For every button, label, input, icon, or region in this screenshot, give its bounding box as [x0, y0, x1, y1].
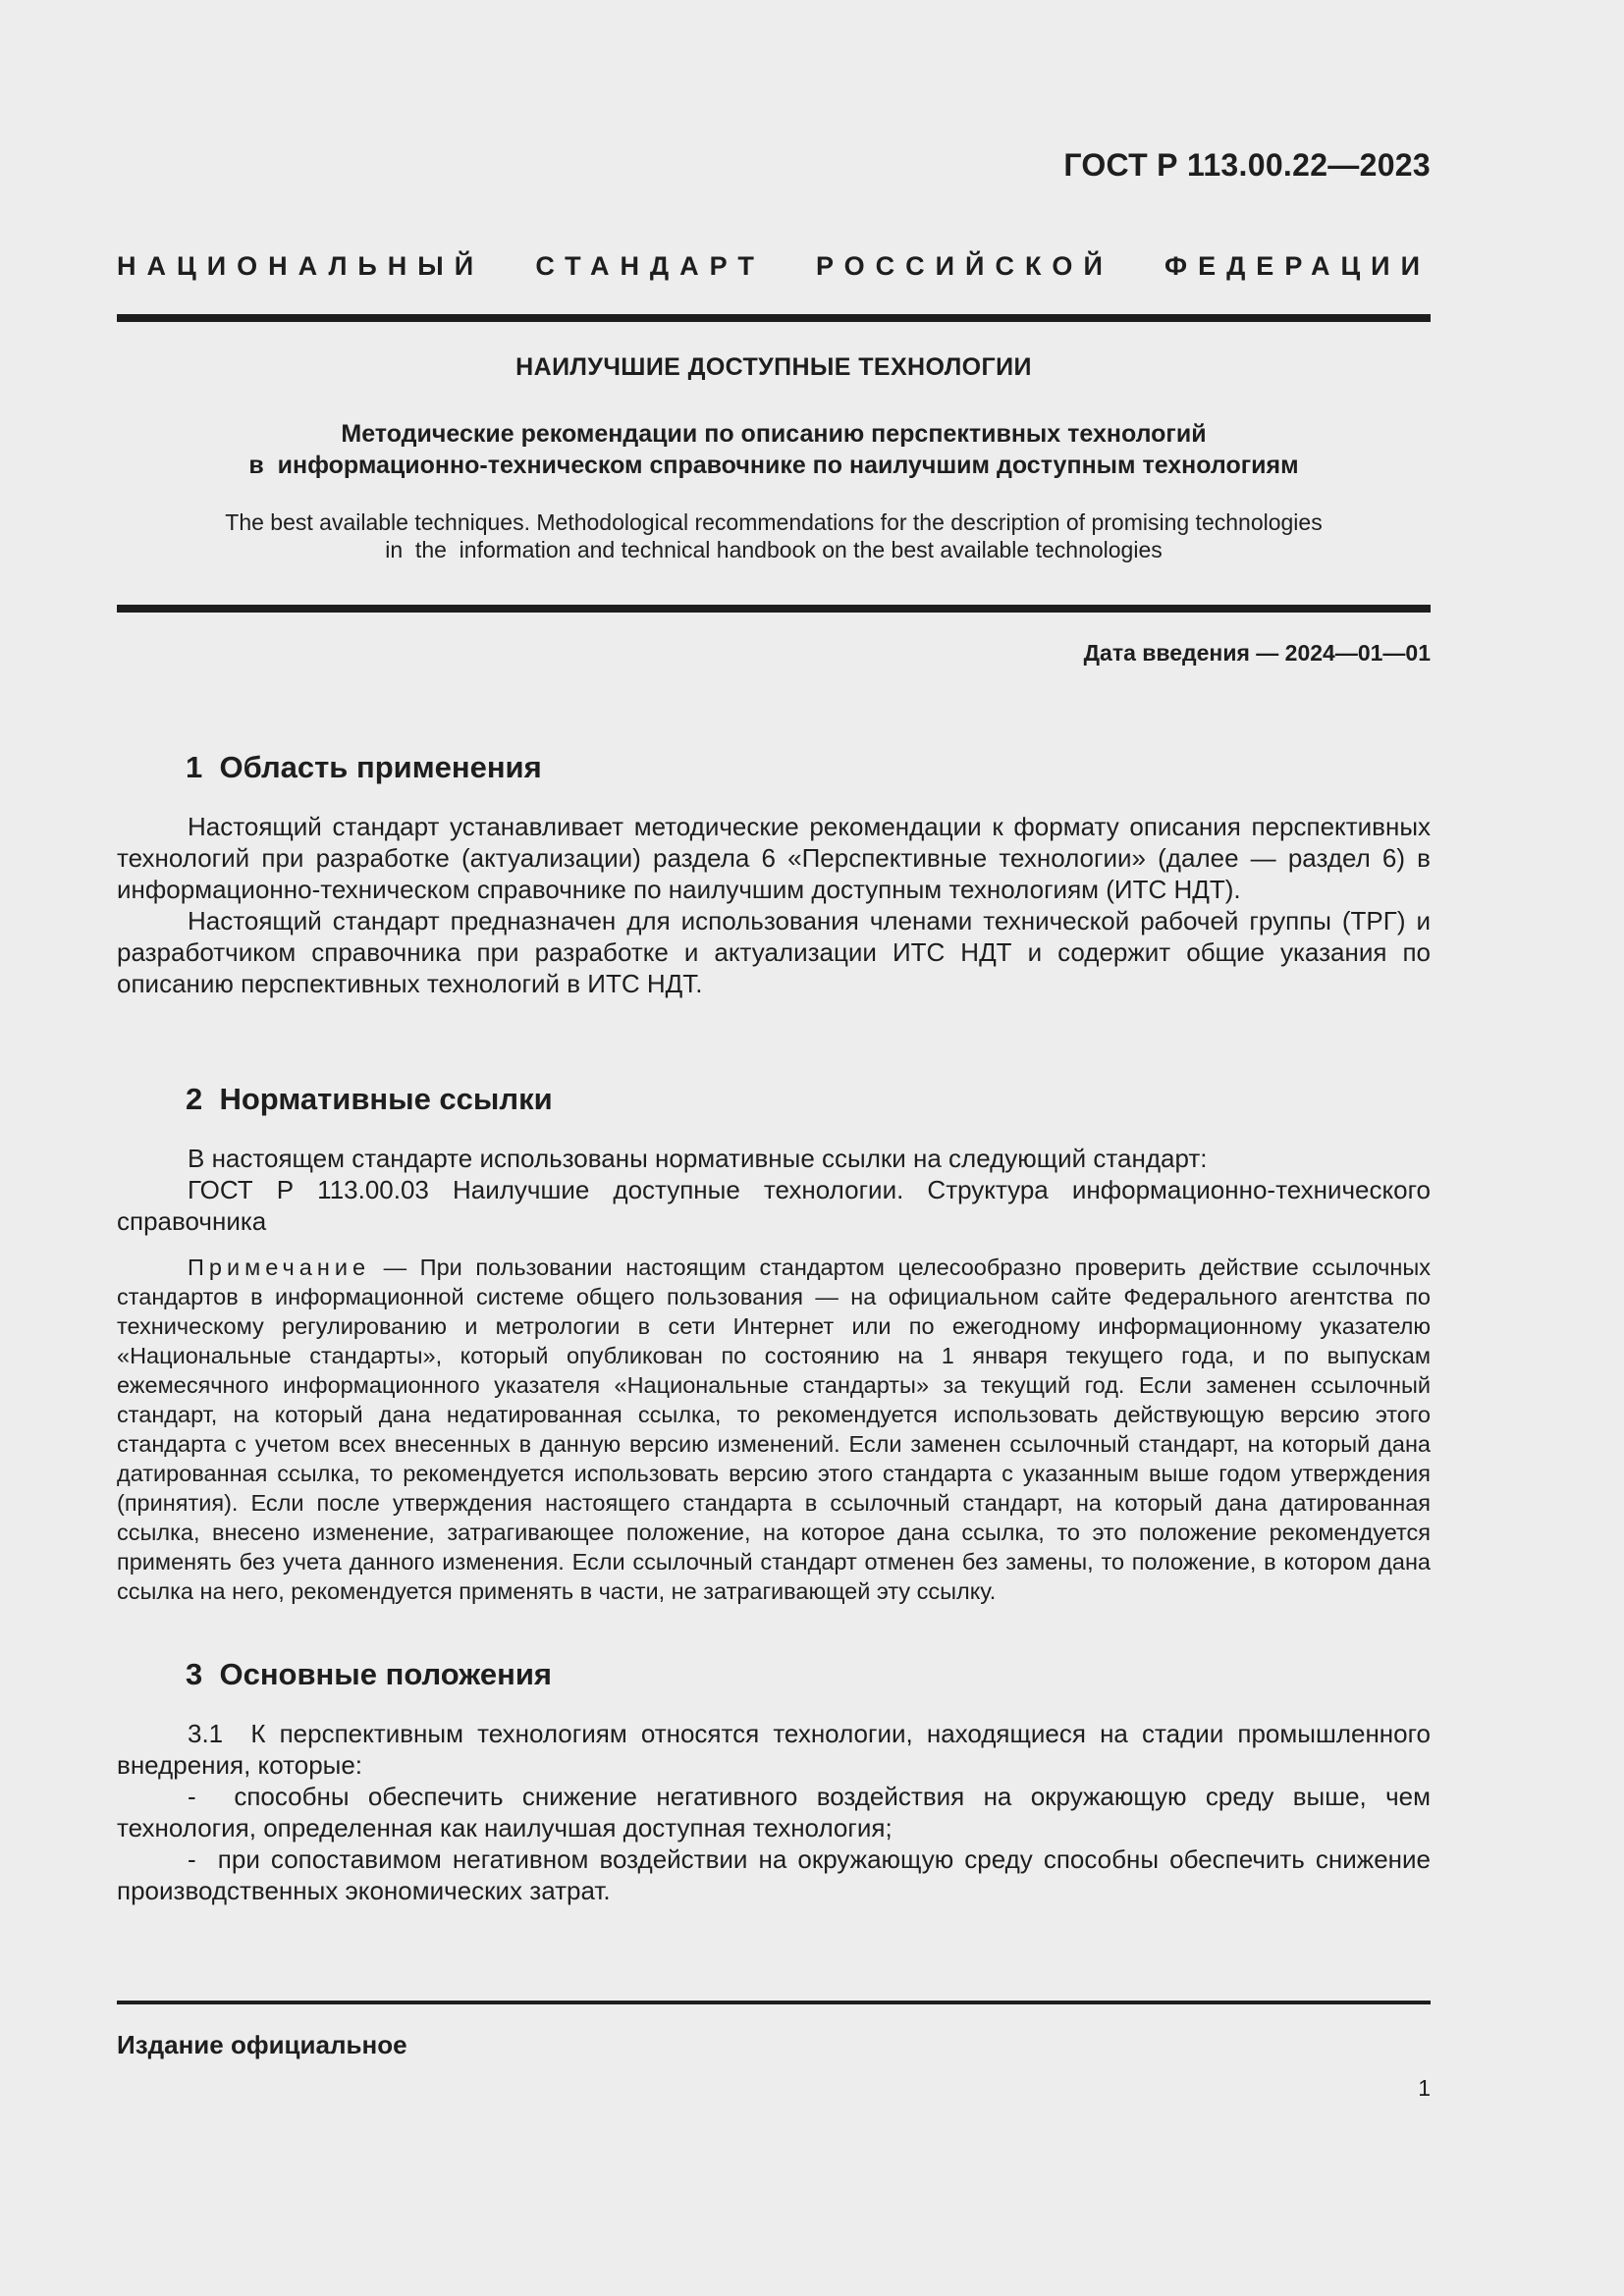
title-bottom-divider	[117, 605, 1431, 613]
list-item: - при сопоставимом негативном воздействии на окружающую среду способны обеспечить снижение производственных экономических затрат.	[117, 1844, 1438, 1905]
national-standard-banner: НАЦИОНАЛЬНЫЙ СТАНДАРТ РОССИЙСКОЙ ФЕДЕРАЦИИ	[117, 251, 1431, 281]
section-main-provisions	[117, 1655, 1438, 1906]
paragraph: 3.1 К перспективным технологиям относятся технологии, находящиеся на стадии промышленного внедрения, которые:	[117, 1719, 1438, 1780]
english-title	[117, 508, 1431, 563]
note-text: — При пользовании настоящим стандартом целесообразно проверить действие ссылочных стандартов в информационной системе общего пользования — на официальном сайте Федерального агентства по техническому регулированию и метрологии в сети Интернет или по ежегодному информационному указателю «Национальные стандарты», который опубликован по состоянию на 1 января текущего года, и по выпускам ежемесячного информационного указателя «Национальные стандарты» за текущий год. Если заменен ссылочный стандарт, на который дана недатированная ссылка, то рекомендуется использовать действующую версию этого стандарта с учетом всех внесенных в данную версию изменений. Если заменен ссылочный стандарт, на который дана датированная ссылка, то рекомендуется использовать версию этого стандарта с указанным выше годом утверждения (принятия). Если после утверждения настоящего стандарта в ссылочный стандарт, на который дана датированная ссылка, внесено изменение, затрагивающее положение, на которое дана ссылка, то это положение рекомендуется применять без учета данного изменения. Если ссылочный стандарт отменен без замены, то положение, в котором дана ссылка на него, рекомендуется применять в части, не затрагивающей эту ссылку.	[117, 1255, 1431, 1604]
section-scope	[117, 748, 1431, 999]
section-heading: 2 Нормативные ссылки	[186, 1082, 553, 1116]
main-title: НАИЛУЧШИЕ ДОСТУПНЫЕ ТЕХНОЛОГИИ	[515, 353, 1032, 381]
subtitle	[117, 418, 1431, 481]
note-label: Примечание	[188, 1255, 371, 1280]
reference-item: ГОСТ Р 113.00.03 Наилучшие доступные технологии. Структура информационно-технического справочника	[117, 1175, 1431, 1236]
official-edition-label: Издание официальное	[117, 2030, 407, 2059]
section-normative-references	[117, 1080, 1431, 1606]
document-code: ГОСТ Р 113.00.22—2023	[1063, 147, 1431, 183]
top-divider	[117, 314, 1431, 322]
english-title-line-2: in the information and technical handbook on the best available technologies	[385, 537, 1163, 562]
english-title-line-1: The best available techniques. Methodological recommendations for the description of promising technologies	[225, 509, 1323, 535]
paragraph: В настоящем стандарте использованы нормативные ссылки на следующий стандарт:	[188, 1144, 1208, 1173]
section-heading: 1 Область применения	[186, 750, 542, 784]
subtitle-line-1: Методические рекомендации по описанию перспективных технологий	[341, 420, 1207, 448]
list-item: - способны обеспечить снижение негативного воздействия на окружающую среду выше, чем технология, определенная как наилучшая доступная технология;	[117, 1782, 1438, 1842]
footer-divider	[117, 2001, 1431, 2004]
note	[117, 1253, 1431, 1606]
paragraph: Настоящий стандарт предназначен для использования членами технической рабочей группы (ТРГ) и разработчиком справочника при разработке и актуализации ИТС НДТ и содержит общие указания по описанию перспективных технологий в ИТС НДТ.	[117, 906, 1431, 998]
section-heading: 3 Основные положения	[186, 1657, 552, 1691]
paragraph: Настоящий стандарт устанавливает методические рекомендации к формату описания перспективных технологий при разработке (актуализации) раздела 6 «Перспективные технологии» (далее — раздел 6) в информационно-техническом справочнике по наилучшим доступным технологиям (ИТС НДТ).	[117, 812, 1431, 904]
introduction-date: Дата введения — 2024—01—01	[1083, 640, 1431, 666]
subtitle-line-2: в информационно-техническом справочнике по наилучшим доступным технологиям	[248, 452, 1299, 479]
page-number: 1	[1418, 2075, 1431, 2101]
